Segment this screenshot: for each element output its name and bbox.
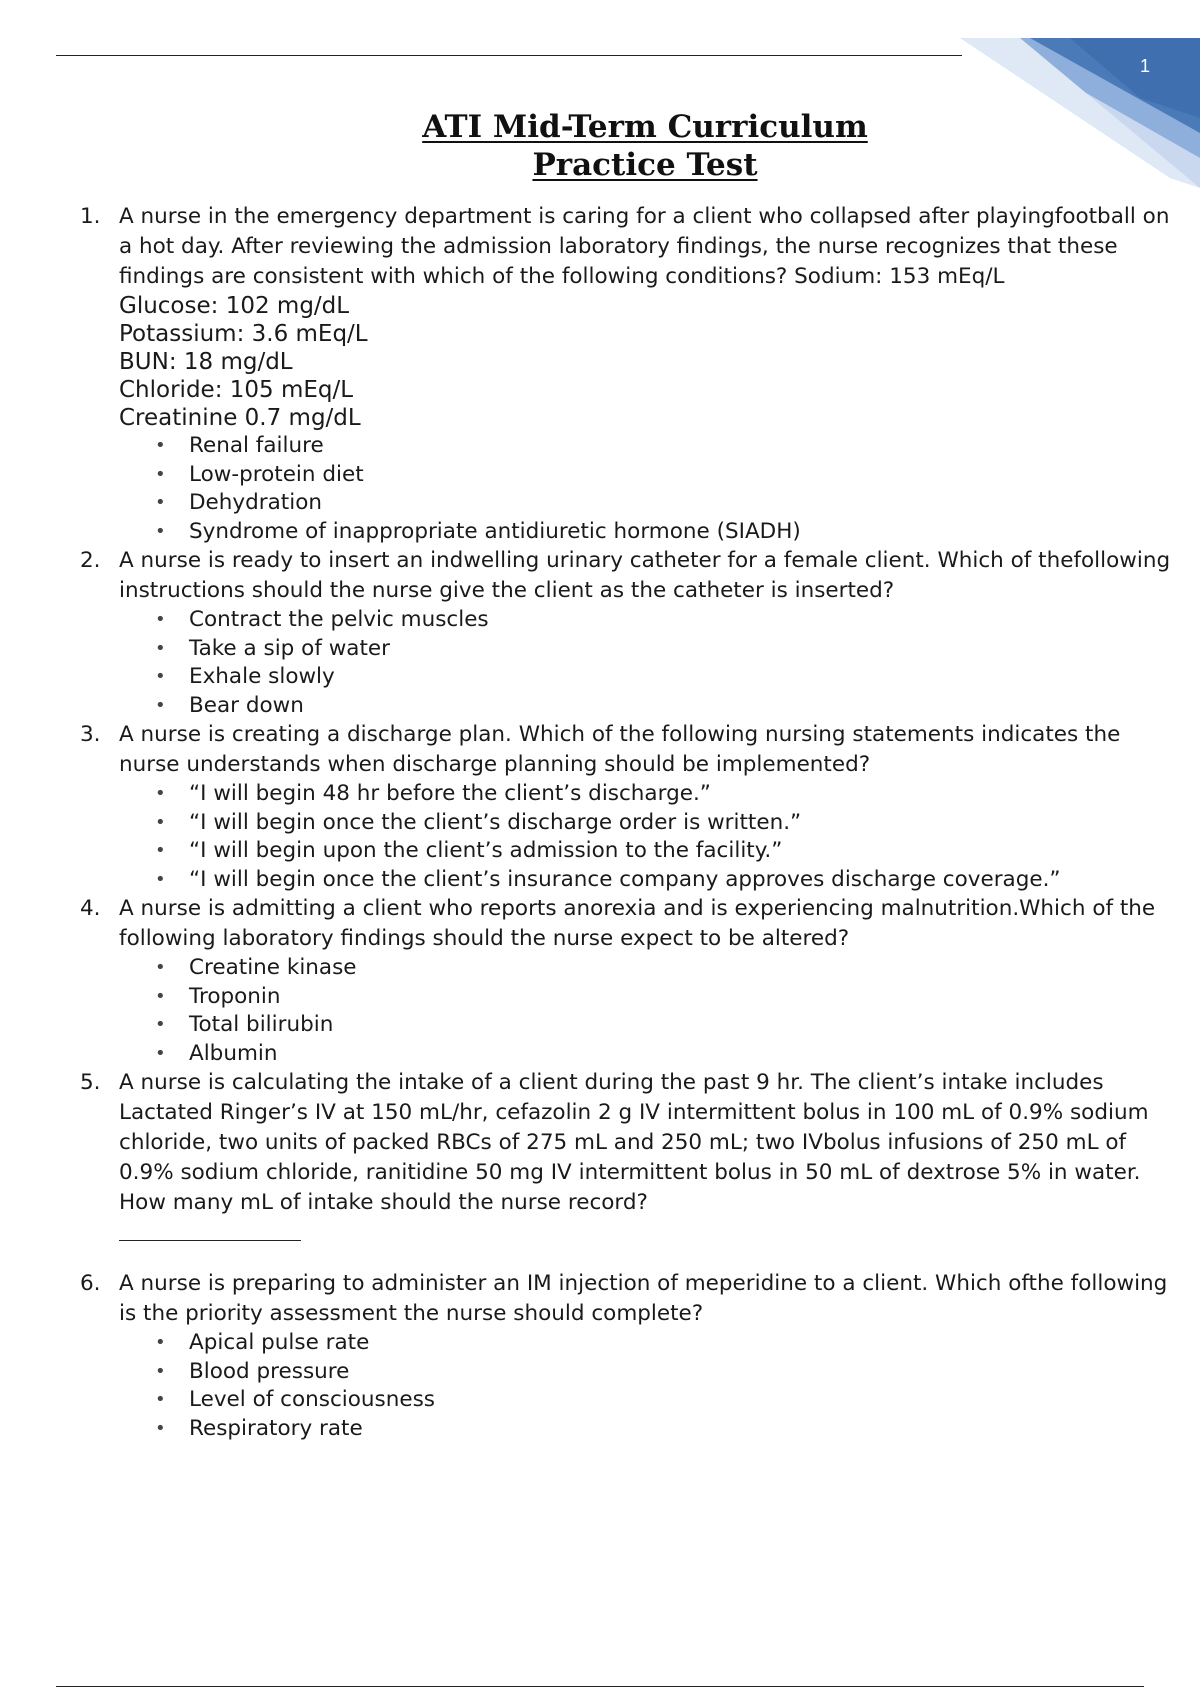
answer-option[interactable]: • Dehydration — [189, 489, 1180, 518]
lab-glucose: Glucose: 102 mg/dL — [119, 293, 350, 319]
answer-option[interactable]: • Low-protein diet — [189, 461, 1180, 490]
answer-options — [119, 780, 1180, 894]
title-line-2: Practice Test — [532, 147, 758, 183]
answer-option[interactable]: • “I will begin upon the client’s admission to the facility.” — [189, 837, 1180, 866]
question-number: 5. — [80, 1070, 101, 1095]
bullet-icon: • — [155, 811, 166, 833]
footer-rule — [56, 1686, 1144, 1687]
bullet-icon: • — [155, 1389, 166, 1410]
bullet-icon: • — [155, 868, 166, 890]
answer-option[interactable]: • Troponin — [189, 983, 1180, 1012]
bullet-icon: • — [155, 840, 166, 861]
question-text: A nurse is preparing to administer an IM injection of meperidine to a client. Which ofthe following is the priority assessment the nurse should complete? — [119, 1271, 1168, 1326]
bullet-icon: • — [155, 1042, 166, 1064]
answer-options — [119, 606, 1180, 720]
lab-results — [119, 292, 1180, 432]
bullet-icon: • — [155, 463, 166, 485]
bullet-icon: • — [155, 1360, 166, 1382]
bullet-icon: • — [155, 985, 166, 1007]
question-2 — [80, 546, 1180, 720]
answer-blank[interactable] — [119, 1240, 301, 1241]
lab-potassium: Potassium: 3.6 mEq/L — [119, 321, 368, 347]
page-title — [0, 108, 1200, 184]
answer-option[interactable]: • Syndrome of inappropriate antidiuretic hormone (SIADH) — [189, 518, 1180, 547]
bullet-icon: • — [155, 783, 166, 804]
question-number: 2. — [80, 548, 101, 573]
answer-option[interactable]: • Level of consciousness — [189, 1386, 1180, 1415]
question-text: A nurse is creating a discharge plan. Which of the following nursing statements indicates the nurse understands when discharge planning should be implemented? — [119, 722, 1121, 777]
title-line-1: ATI Mid-Term Curriculum — [422, 109, 868, 145]
answer-option[interactable]: • Blood pressure — [189, 1358, 1180, 1387]
answer-option[interactable]: • Apical pulse rate — [189, 1329, 1180, 1358]
question-number: 3. — [80, 722, 101, 747]
question-6 — [80, 1269, 1180, 1443]
answer-options — [119, 432, 1180, 546]
question-text: A nurse is admitting a client who reports anorexia and is experiencing malnutrition.Which of the following laboratory findings should the nurse expect to be altered? — [119, 896, 1156, 951]
question-1 — [80, 202, 1180, 546]
question-3 — [80, 720, 1180, 894]
bullet-icon: • — [155, 609, 166, 630]
question-number: 6. — [80, 1271, 101, 1296]
bullet-icon: • — [155, 637, 166, 659]
lab-chloride: Chloride: 105 mEq/L — [119, 377, 354, 403]
question-number: 1. — [80, 204, 101, 229]
answer-options — [119, 1329, 1180, 1443]
bullet-icon: • — [155, 957, 166, 978]
answer-option[interactable]: • “I will begin 48 hr before the client’s discharge.” — [189, 780, 1180, 809]
bullet-icon: • — [155, 1014, 166, 1035]
answer-option[interactable]: • Creatine kinase — [189, 954, 1180, 983]
answer-option[interactable]: • Total bilirubin — [189, 1011, 1180, 1040]
page-number: 1 — [1140, 56, 1151, 76]
answer-option[interactable]: • Take a sip of water — [189, 635, 1180, 664]
question-list — [80, 202, 1180, 1443]
bullet-icon: • — [155, 435, 166, 456]
question-4 — [80, 894, 1180, 1068]
question-number: 4. — [80, 896, 101, 921]
answer-option[interactable]: • Bear down — [189, 692, 1180, 721]
bullet-icon: • — [155, 492, 166, 513]
answer-option[interactable]: • Renal failure — [189, 432, 1180, 461]
lab-creatinine: Creatinine 0.7 mg/dL — [119, 405, 361, 431]
bullet-icon: • — [155, 694, 166, 716]
answer-option[interactable]: • “I will begin once the client’s discharge order is written.” — [189, 809, 1180, 838]
question-text: A nurse is ready to insert an indwelling urinary catheter for a female client. Which of thefollowing instructions should the nurse give the client as the catheter is inserted? — [119, 548, 1171, 603]
answer-option[interactable]: • Albumin — [189, 1040, 1180, 1069]
answer-options — [119, 954, 1180, 1068]
header-rule — [56, 55, 962, 56]
lab-bun: BUN: 18 mg/dL — [119, 349, 293, 375]
bullet-icon: • — [155, 1417, 166, 1439]
question-text: A nurse is calculating the intake of a client during the past 9 hr. The client’s intake includes Lactated Ringer’s IV at 150 mL/hr, cefazolin 2 g IV intermittent bolus in 100 mL of 0.9% sodium chloride, two units of packed RBCs of 275 mL and 250 mL; two IVbolus infusions of 250 mL of 0.9% sodium chloride, ranitidine 50 mg IV intermittent bolus in 50 mL of dextrose 5% in water. How many mL of intake should the nurse record? — [119, 1070, 1149, 1215]
answer-option[interactable]: • “I will begin once the client’s insurance company approves discharge coverage.” — [189, 866, 1180, 895]
answer-option[interactable]: • Contract the pelvic muscles — [189, 606, 1180, 635]
bullet-icon: • — [155, 1332, 166, 1353]
bullet-icon: • — [155, 666, 166, 687]
question-text: A nurse in the emergency department is caring for a client who collapsed after playingfootball on a hot day. After reviewing the admission laboratory findings, the nurse recognizes that these findings are consistent with which of the following conditions? Sodium: 153 mEq/L — [119, 204, 1170, 289]
bullet-icon: • — [155, 520, 166, 542]
answer-option[interactable]: • Respiratory rate — [189, 1415, 1180, 1444]
question-5 — [80, 1068, 1180, 1218]
answer-option[interactable]: • Exhale slowly — [189, 663, 1180, 692]
